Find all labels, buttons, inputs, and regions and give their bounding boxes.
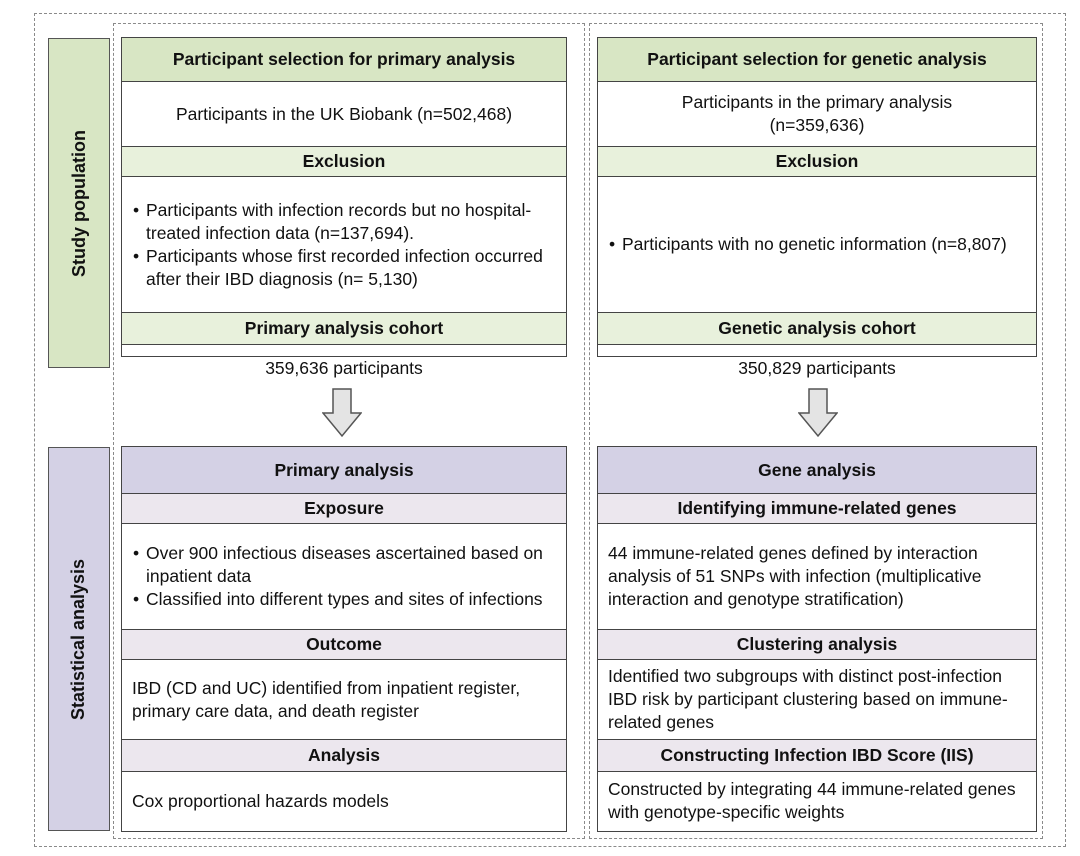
- genetic-participants: Participants in the primary analysis (n=359,636): [598, 81, 1036, 146]
- genetic-cohort-count: 350,829 participants: [598, 344, 1036, 392]
- primary-exclusion-item: • Participants whose first recorded infection occurred after their IBD diagnosis (n= 5,130): [146, 245, 556, 291]
- primary-analysis-panel: [121, 446, 567, 832]
- down-arrow-icon: [798, 388, 838, 438]
- primary-exclusion-title: Exclusion: [122, 146, 566, 176]
- exposure-title: Exposure: [122, 493, 566, 523]
- primary-selection-title: Participant selection for primary analysis: [122, 38, 566, 81]
- genetic-cohort-title: Genetic analysis cohort: [598, 312, 1036, 344]
- exposure-list: [122, 523, 566, 629]
- primary-cohort-count: 359,636 participants: [122, 344, 566, 392]
- statistical-analysis-label: Statistical analysis: [68, 558, 89, 720]
- genetic-selection-title: Participant selection for genetic analysis: [598, 38, 1036, 81]
- exposure-item: • Over 900 infectious diseases ascertained based on inpatient data: [146, 542, 556, 588]
- study-population-label-box: [48, 38, 110, 368]
- analysis-text: Cox proportional hazards models: [122, 771, 566, 830]
- iis-title: Constructing Infection IBD Score (IIS): [598, 739, 1036, 771]
- study-population-label: Study population: [68, 129, 89, 277]
- statistical-analysis-label-box: [48, 447, 110, 831]
- primary-analysis-title: Primary analysis: [122, 447, 566, 493]
- down-arrow-icon: [322, 388, 362, 438]
- genetic-exclusion-title: Exclusion: [598, 146, 1036, 176]
- outcome-title: Outcome: [122, 629, 566, 659]
- iis-text: Constructed by integrating 44 immune-related genes with genotype-specific weights: [598, 771, 1036, 830]
- clustering-text: Identified two subgroups with distinct post-infection IBD risk by participant clustering based on immune-related genes: [598, 659, 1036, 739]
- primary-participants: Participants in the UK Biobank (n=502,468): [122, 81, 566, 146]
- primary-exclusion-item: • Participants with infection records but no hospital-treated infection data (n=137,694).: [146, 199, 556, 245]
- gene-analysis-title: Gene analysis: [598, 447, 1036, 493]
- genetic-selection-panel: [597, 37, 1037, 378]
- primary-cohort-title: Primary analysis cohort: [122, 312, 566, 344]
- outcome-text: IBD (CD and UC) identified from inpatient register, primary care data, and death register: [122, 659, 566, 739]
- gene-analysis-panel: [597, 446, 1037, 832]
- primary-exclusion-list: [122, 176, 566, 312]
- analysis-title: Analysis: [122, 739, 566, 771]
- immune-genes-title: Identifying immune-related genes: [598, 493, 1036, 523]
- primary-selection-panel: [121, 37, 567, 378]
- exposure-item: • Classified into different types and sites of infections: [146, 588, 556, 611]
- genetic-exclusion-item: • Participants with no genetic information (n=8,807): [622, 233, 1007, 256]
- clustering-title: Clustering analysis: [598, 629, 1036, 659]
- genetic-exclusion-list: [598, 176, 1036, 312]
- immune-genes-text: 44 immune-related genes defined by interaction analysis of 51 SNPs with infection (multiplicative interaction and genotype stratification): [598, 523, 1036, 629]
